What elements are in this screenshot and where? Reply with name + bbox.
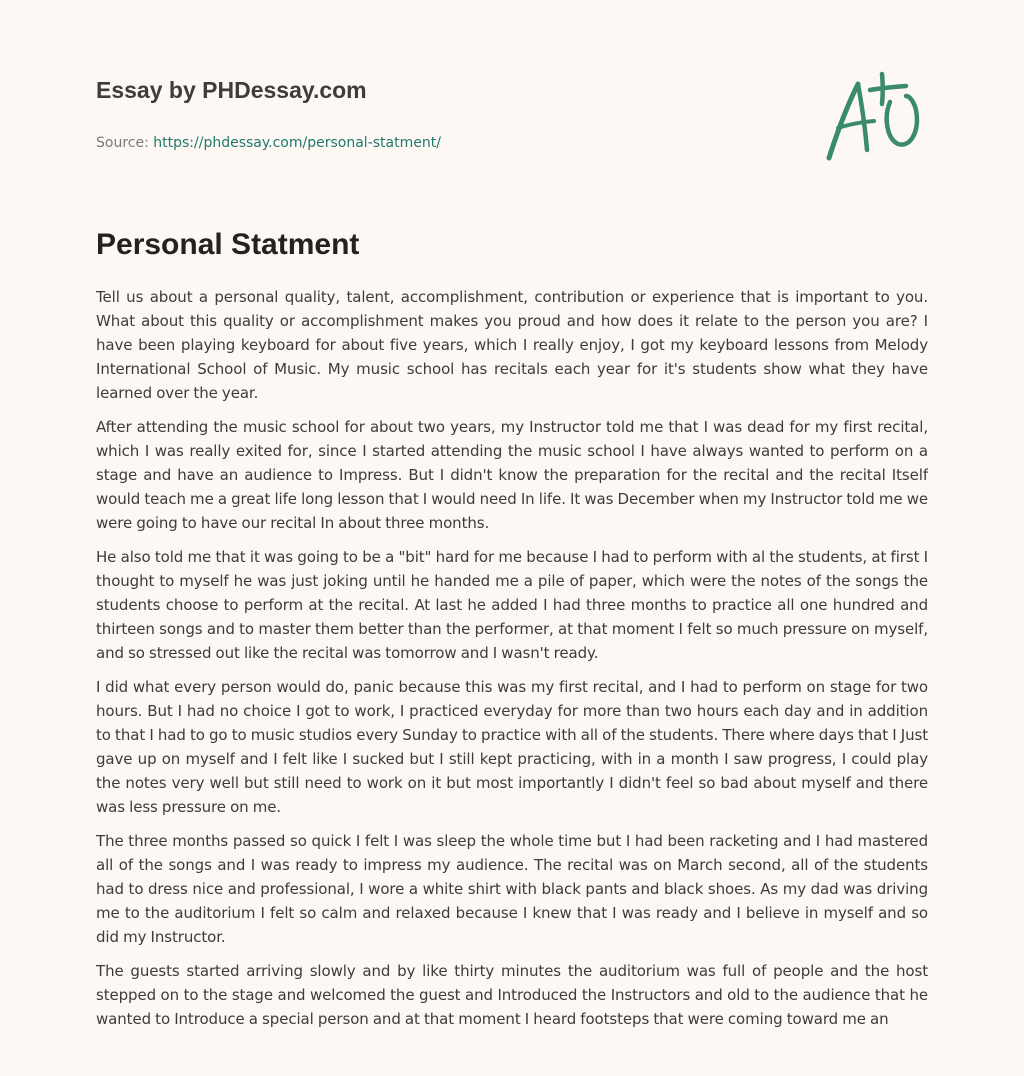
essay-body [96,285,928,1065]
essay-title: Personal Statment [96,228,360,261]
essay-paragraph: The guests started arriving slowly and by like thirty minutes the auditorium was full of people and the host stepped on to the stage and welcomed the guest and Introduced the Instructors and old to the audience that he wanted to Introduce a special person and at that moment I heard footsteps that were coming toward me an [96,962,928,1028]
essay-paragraph: Tell us about a personal quality, talent, accomplishment, contribution or experience that is important to you. What about this quality or accomplishment makes you proud and how does it relate to the person you are? I have been playing keyboard for about five years, which I really enjoy, I got my keyboard lessons from Melody International School of Music. My music school has recitals each year for it's students show what they have learned over the year. [96,288,928,402]
essay-paragraph: He also told me that it was going to be a "bit" hard for me because I had to perform with al the students, at first I thought to myself he was just joking until he handed me a pile of paper, which were the notes of the songs the students choose to perform at the recital. At last he added I had three months to practice all one hundred and thirteen songs and to master them better than the performer, at that moment I felt so much pressure on myself, and so stressed out like the recital was tomorrow and I wasn't ready. [96,548,928,662]
a-plus-logo [820,66,930,166]
a-plus-logo-icon [820,66,930,166]
essay-paragraph: I did what every person would do, panic because this was my first recital, and I had to perform on stage for two hours. But I had no choice I got to work, I practiced everyday for more than two hours each day and in addition to that I had to go to music studios every Sunday to practice with all of the students. There where days that I Just gave up on myself and I felt like I sucked but I still kept practicing, with in a month I saw progress, I could play the notes very well but still need to work on it but most importantly I didn't feel so bad about myself and there was less pressure on me. [96,678,928,816]
essay-paragraph: The three months passed so quick I felt I was sleep the whole time but I had been racketing and I had mastered all of the songs and I was ready to impress my audience. The recital was on March second, all of the students had to dress nice and professional, I wore a white shirt with black pants and black shoes. As my dad was driving me to the auditorium I felt so calm and relaxed because I knew that I was ready and I believe in myself and so did my Instructor. [96,832,928,946]
site-brand: Essay by PHDessay.com [96,77,367,103]
source-link[interactable]: https://phdessay.com/personal-statment/ [153,135,441,151]
essay-paragraph: After attending the music school for about two years, my Instructor told me that I was dead for my first recital, which I was really exited for, since I started attending the music school I have always wanted to perform on a stage and have an audience to Impress. But I didn't know the preparation for the recital and the recital Itself would teach me a great life long lesson that I would need In life. It was December when my Instructor told me we were going to have our recital In about three months. [96,418,928,532]
source-label: Source: [96,135,154,151]
source-line [96,134,796,152]
page-header [96,76,796,152]
